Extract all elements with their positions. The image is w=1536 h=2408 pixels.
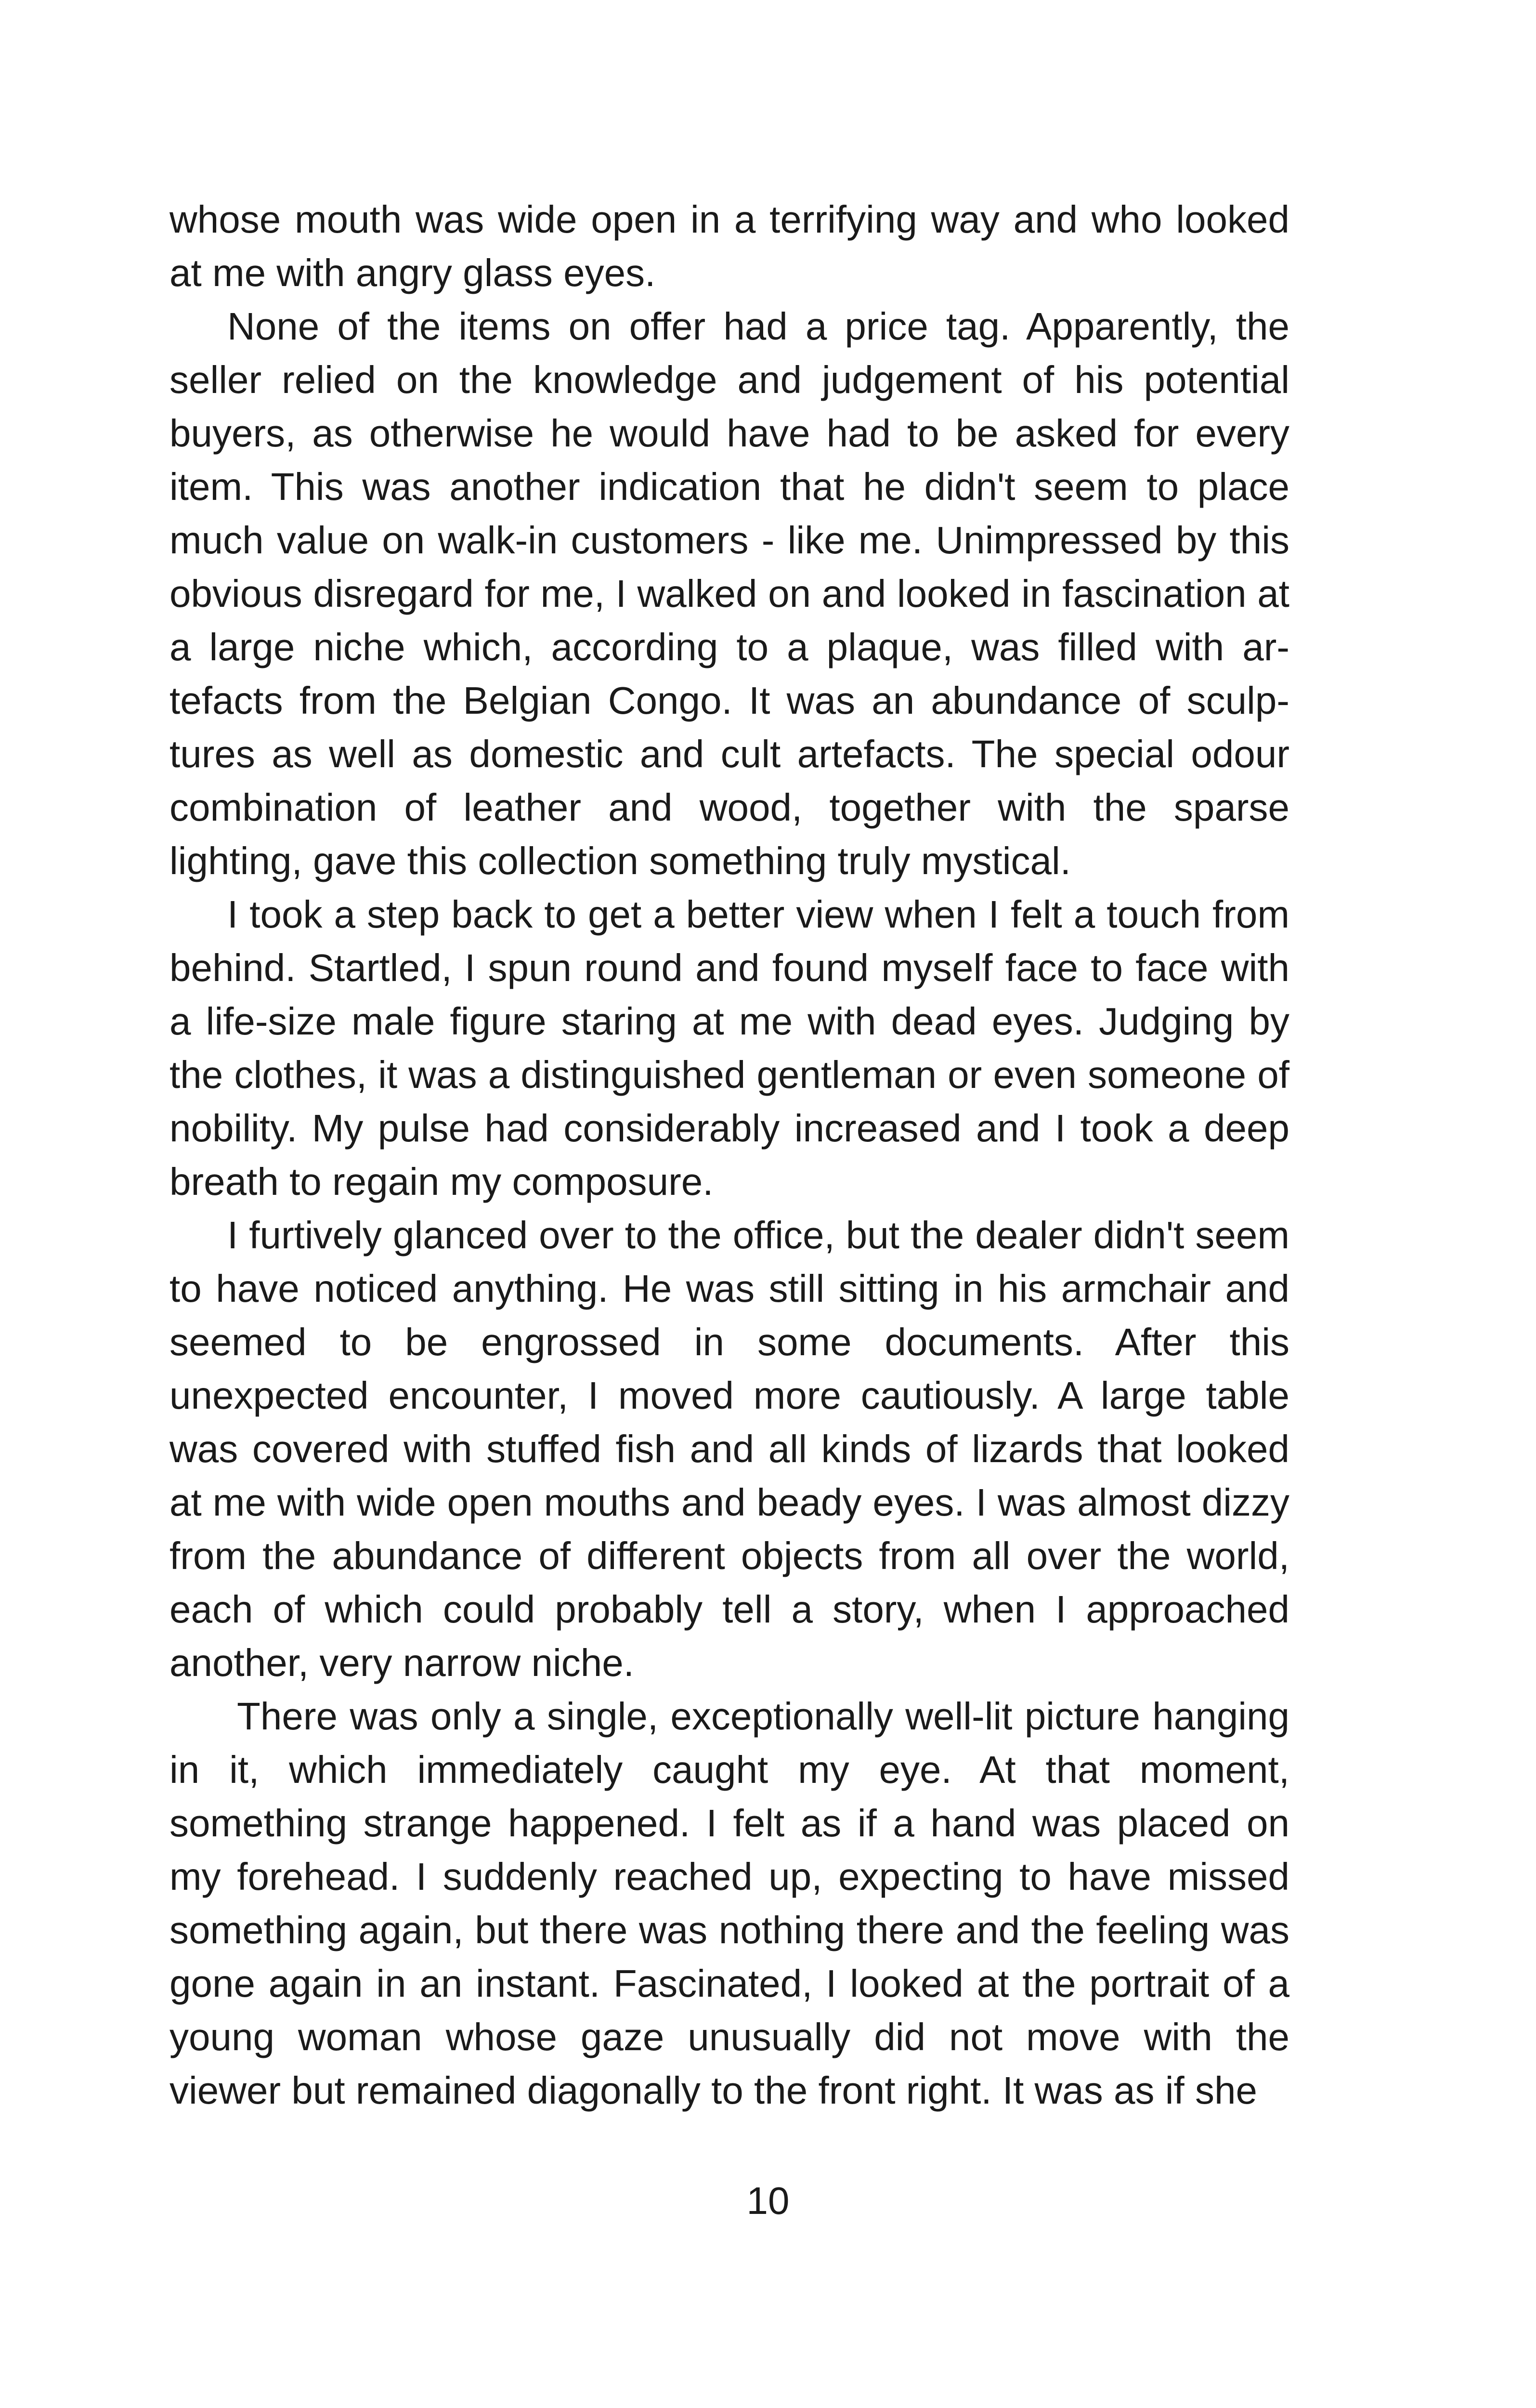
- paragraph: There was only a single, exceptionally well-lit picture hanging in it, which immediately caught my eye. At that moment, something strange happened. I felt as if a hand was placed on my forehead. I suddenly reached up, expecting to have missed something again, but there was nothing there and the feeling was gone again in an instant. Fascinated, I looked at the portrait of a young woman whose gaze unusually did not move with the viewer but remained diagonally to the front right. It was as if she: [169, 1695, 1289, 2112]
- paragraph: None of the items on offer had a price tag. Apparently, the seller relied on the knowledge and judgement of his potential buyers, as otherwise he would have had to be asked for every item. This was another indication that he didn't seem to place much value on walk-in customers - like me. Unimpressed by this obvious disregard for me, I walked on and looked in fascination at a large niche which, according to a plaque, was filled with artefacts from the Belgian Congo. It was an abundance of sculptures as well as domestic and cult artefacts. The special odour combination of leather and wood, together with the sparse lighting, gave this collection something truly mystical.: [169, 305, 1289, 882]
- body-text: [169, 193, 1289, 2117]
- paragraph-continuation: whose mouth was wide open in a terrifying way and who looked at me with angry glass eyes.: [169, 198, 1289, 294]
- page-number: 10: [746, 2179, 790, 2222]
- paragraph: I took a step back to get a better view when I felt a touch from behind. Startled, I spun round and found myself face to face with a life-size male figure staring at me with dead eyes. Judging by the clothes, it was a distinguished gentleman or even someone of nobility. My pulse had considerably increased and I took a deep breath to regain my composure.: [169, 893, 1289, 1203]
- paragraph: I furtively glanced over to the office, but the dealer didn't seem to have noticed anything. He was still sitting in his armchair and seemed to be engrossed in some documents. After this unexpected encounter, I moved more cautiously. A large table was covered with stuffed fish and all kinds of lizards that looked at me with wide open mouths and beady eyes. I was almost dizzy from the abundance of different objects from all over the world, each of which could probably tell a story, when I approached another, very narrow niche.: [169, 1214, 1289, 1684]
